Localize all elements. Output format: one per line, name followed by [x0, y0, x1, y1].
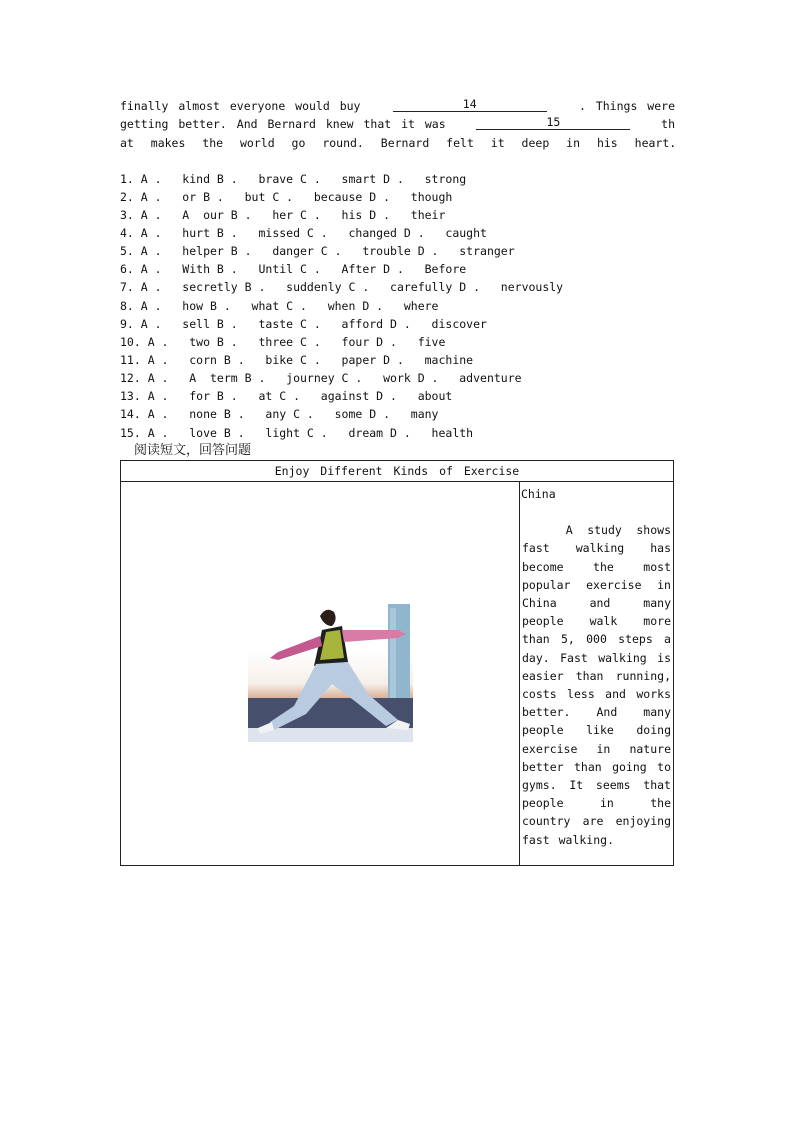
reading-table: [120, 460, 680, 866]
passage-line-3: at makes the world go round. Bernard felt it deep in his heart.: [120, 136, 677, 150]
side-heading: China: [521, 487, 556, 501]
question-13: 13. A . for B . at C . against D . about: [120, 389, 453, 403]
image-cell: [121, 482, 520, 866]
passage-line-1: [120, 97, 675, 115]
question-14: 14. A . none B . any C . some D . many: [120, 407, 439, 421]
question-7: 7. A . secretly B . suddenly C . carefully D . nervously: [120, 280, 564, 294]
passage-text: finally almost everyone would buy: [120, 99, 361, 113]
passage-text: th: [661, 117, 675, 131]
question-4: 4. A . hurt B . missed C . changed D . caught: [120, 226, 487, 240]
question-12: 12. A . A term B . journey C . work D . adventure: [120, 371, 522, 385]
question-6: 6. A . With B . Until C . After D . Before: [120, 262, 467, 276]
question-15: 15. A . love B . light C . dream D . health: [120, 426, 474, 440]
passage-text: getting better. And Bernard knew that it was: [120, 117, 446, 131]
answer-blank-15: 15: [476, 115, 630, 130]
fast-walking-photo: [248, 602, 413, 742]
table-title: Enjoy Different Kinds of Exercise: [121, 461, 674, 482]
question-2: 2. A . or B . but C . because D . though: [120, 190, 453, 204]
passage-text: . Things were: [578, 99, 675, 113]
question-5: 5. A . helper B . danger C . trouble D . stranger: [120, 244, 515, 258]
question-11: 11. A . corn B . bike C . paper D . machine: [120, 353, 474, 367]
answer-blank-14: 14: [393, 97, 547, 112]
question-10: 10. A . two B . three C . four D . five: [120, 335, 446, 349]
question-8: 8. A . how B . what C . when D . where: [120, 299, 439, 313]
side-text: A study shows fast walking has become the most popular exercise in China and many people walk more than 5, 000 steps a day. Fast walking is easier than running, costs less and works better. And many people like doing exercise in nature better than going to gyms. It seems that people in the country are enjoying fast walking.: [522, 523, 680, 847]
passage-line-2: [120, 115, 675, 133]
question-3: 3. A . A our B . her C . his D . their: [120, 208, 446, 222]
question-1: 1. A . kind B . brave C . smart D . strong: [120, 172, 467, 186]
text-cell: [520, 482, 680, 866]
reading-instruction: 阅读短文，回答问题: [134, 443, 252, 458]
question-9: 9. A . sell B . taste C . afford D . discover: [120, 317, 487, 331]
